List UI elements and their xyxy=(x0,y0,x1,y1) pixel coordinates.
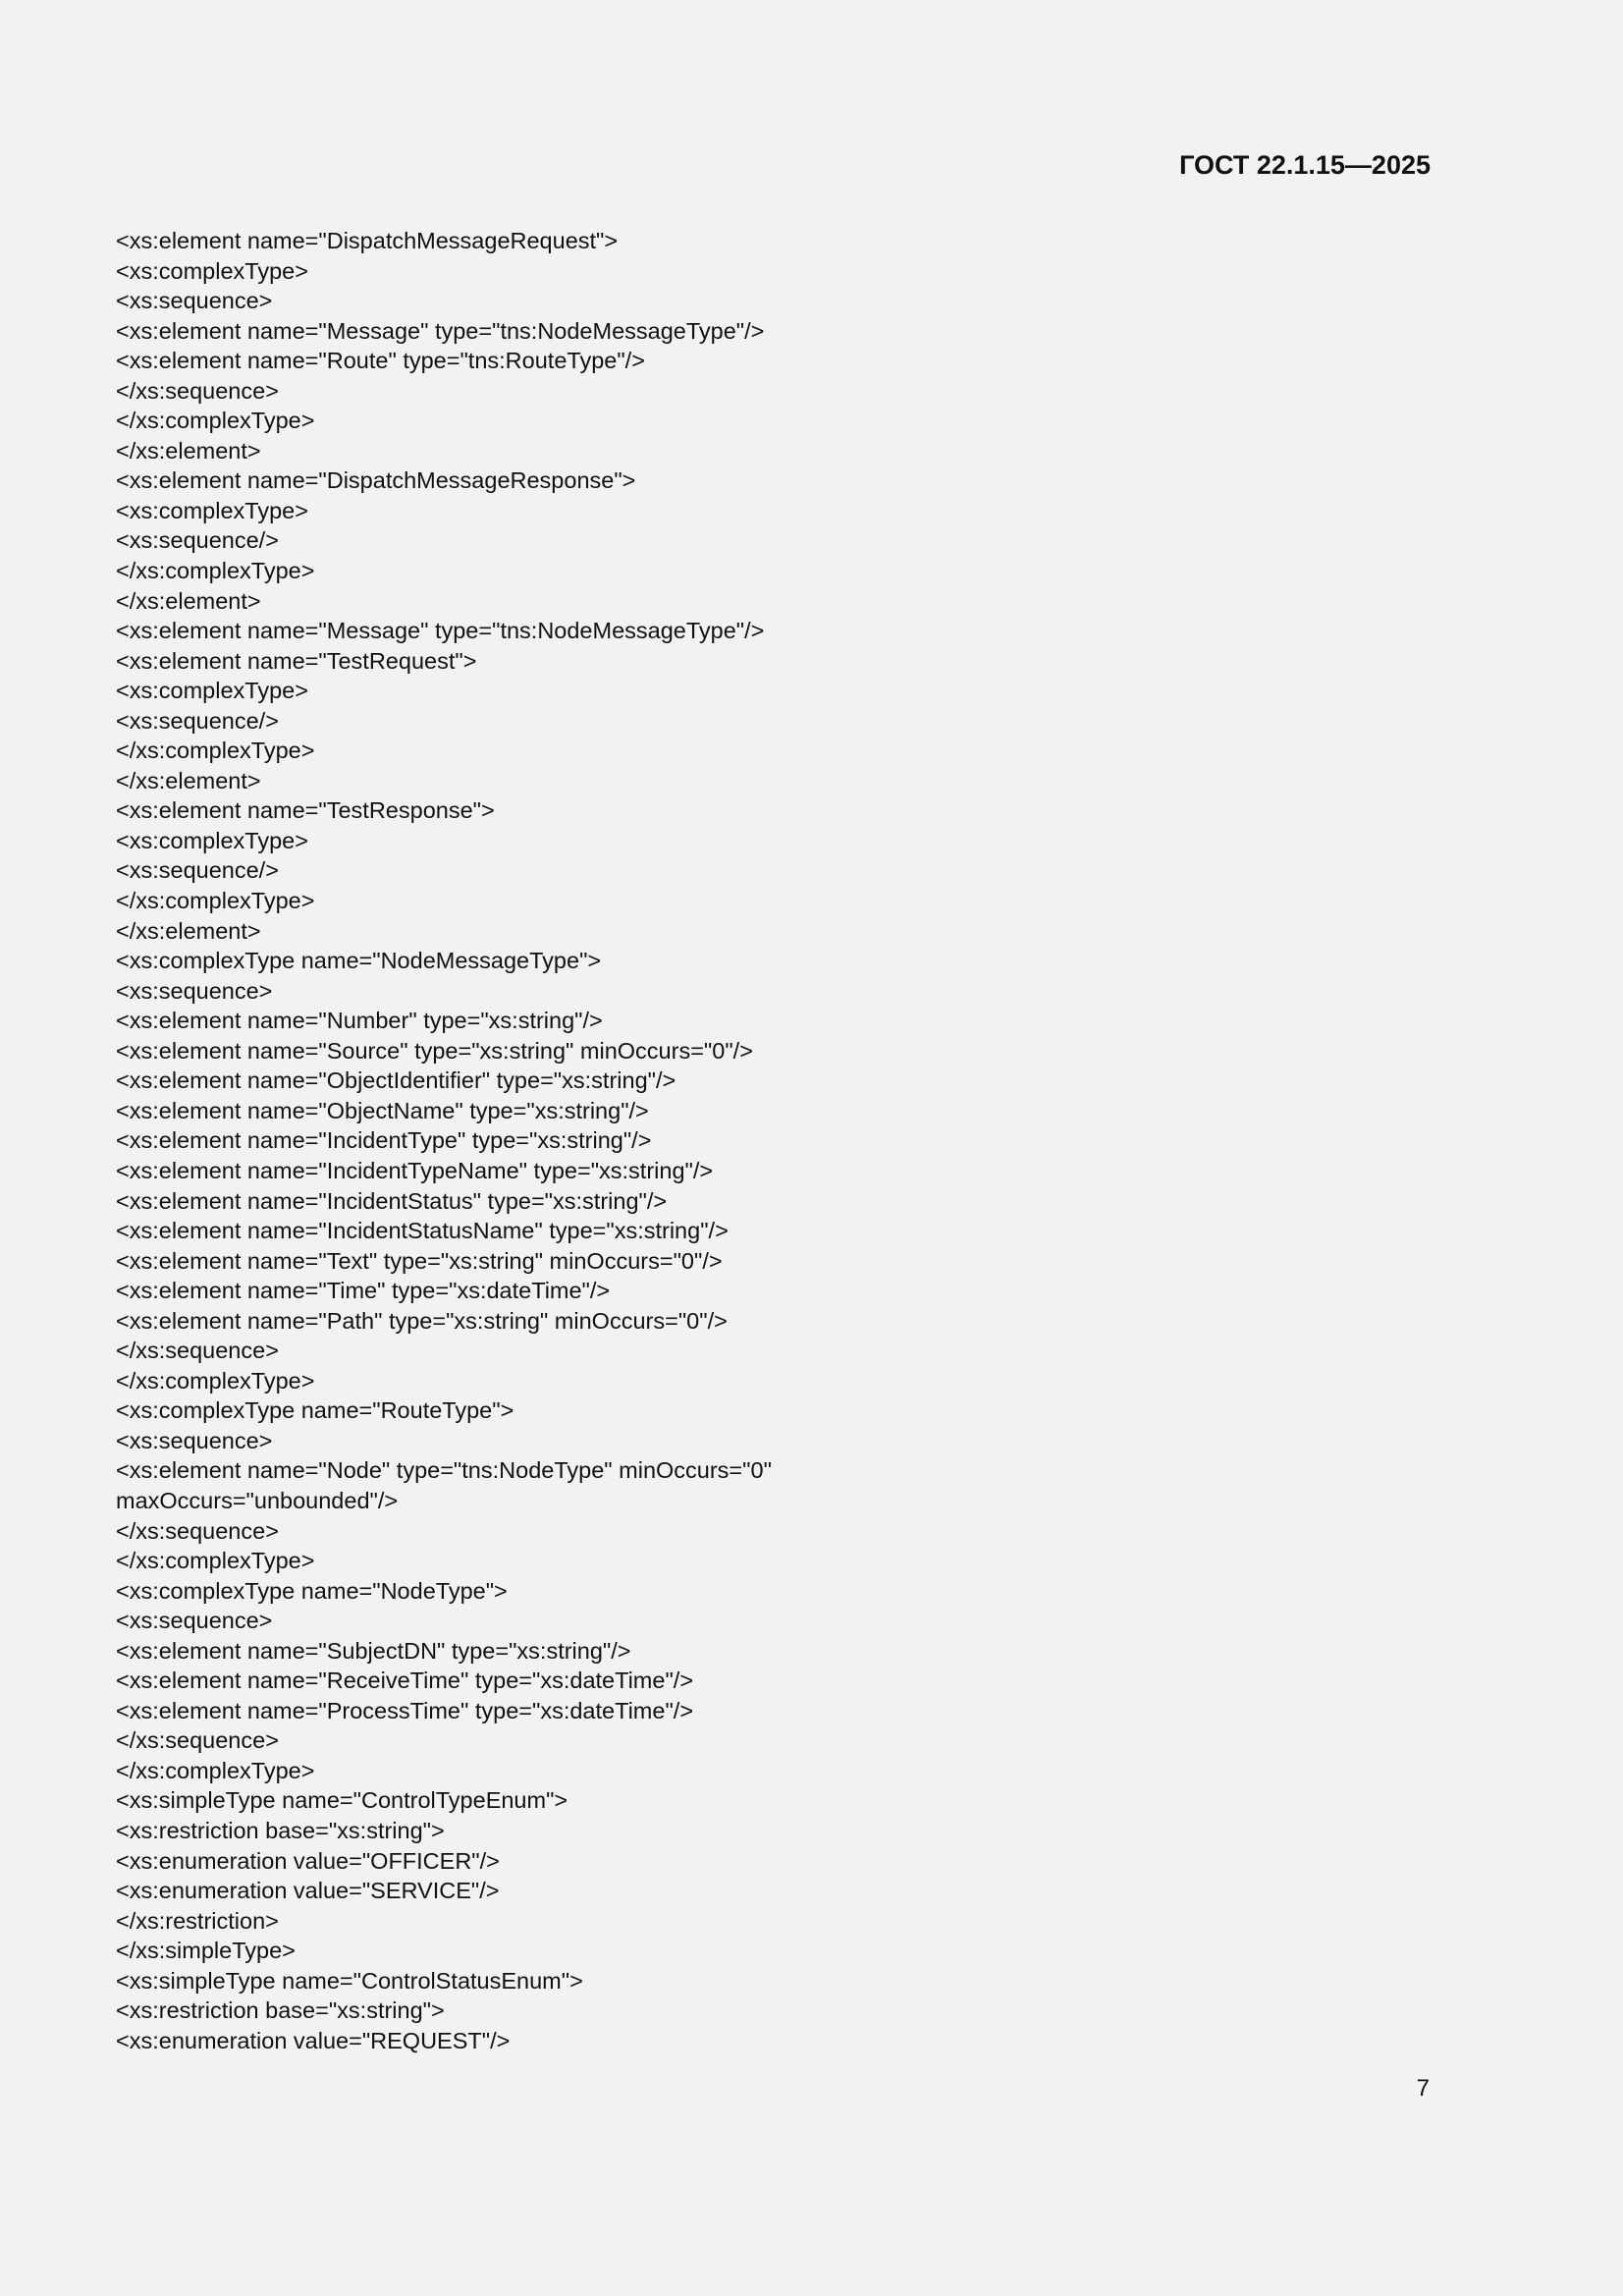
code-line: </xs:restriction> xyxy=(116,1907,279,1934)
code-line: <xs:element name="Message" type="tns:NodeMessageType"/> xyxy=(116,317,765,344)
code-line: <xs:enumeration value="REQUEST"/> xyxy=(116,2027,511,2053)
code-line: <xs:sequence> xyxy=(116,1608,273,1634)
code-line: <xs:complexType name="RouteType"> xyxy=(116,1397,514,1424)
code-line: <xs:element name="Path" type="xs:string" minOccurs="0"/> xyxy=(116,1307,728,1334)
code-line: <xs:sequence> xyxy=(116,977,273,1004)
code-line: <xs:enumeration value="SERVICE"/> xyxy=(116,1878,500,1904)
code-line: <xs:complexType> xyxy=(116,827,308,853)
code-line: <xs:element name="Message" type="tns:NodeMessageType"/> xyxy=(116,618,765,644)
code-line: </xs:element> xyxy=(116,587,261,614)
code-line: </xs:complexType> xyxy=(116,888,315,914)
code-line: <xs:element name="IncidentTypeName" type="xs:string"/> xyxy=(116,1157,714,1183)
code-line: <xs:element name="Route" type="tns:RouteType"/> xyxy=(116,348,645,374)
code-line: <xs:element name="TestRequest"> xyxy=(116,647,477,674)
code-line: <xs:element name="IncidentType" type="xs:string"/> xyxy=(116,1127,652,1154)
code-line: </xs:sequence> xyxy=(116,1727,279,1754)
code-line: <xs:complexType> xyxy=(116,257,308,284)
code-line: <xs:element name="DispatchMessageResponse"> xyxy=(116,467,636,494)
code-line: <xs:element name="DispatchMessageRequest"> xyxy=(116,228,619,253)
code-line: <xs:complexType> xyxy=(116,497,308,523)
code-line: </xs:complexType> xyxy=(116,738,315,764)
code-line: <xs:sequence/> xyxy=(116,707,279,734)
code-line: <xs:element name="Number" type="xs:string"/> xyxy=(116,1008,603,1034)
code-line: <xs:element name="Text" type="xs:string" minOccurs="0"/> xyxy=(116,1247,723,1274)
code-line: <xs:complexType name="NodeMessageType"> xyxy=(116,948,602,974)
code-line: <xs:element name="TestResponse"> xyxy=(116,797,495,824)
code-line: </xs:simpleType> xyxy=(116,1938,296,1964)
code-line: <xs:element name="ObjectName" type="xs:string"/> xyxy=(116,1097,649,1123)
code-line: <xs:restriction base="xs:string"> xyxy=(116,1817,445,1843)
code-line: <xs:complexType> xyxy=(116,678,308,704)
document-standard-id: ГОСТ 22.1.15—2025 xyxy=(1179,150,1431,180)
code-line: </xs:sequence> xyxy=(116,1338,279,1364)
code-line: <xs:sequence/> xyxy=(116,857,279,884)
code-line: </xs:complexType> xyxy=(116,1757,315,1783)
code-line: <xs:sequence/> xyxy=(116,527,279,554)
code-line: </xs:element> xyxy=(116,767,261,793)
code-line: <xs:element name="IncidentStatusName" type="xs:string"/> xyxy=(116,1218,729,1244)
code-line: </xs:element> xyxy=(116,917,261,944)
code-line: <xs:element name="SubjectDN" type="xs:string"/> xyxy=(116,1637,631,1664)
code-line: </xs:complexType> xyxy=(116,558,315,584)
code-line: <xs:element name="Time" type="xs:dateTime"/> xyxy=(116,1278,611,1304)
code-line: <xs:element name="IncidentStatus" type="xs:string"/> xyxy=(116,1187,668,1214)
code-line: <xs:simpleType name="ControlStatusEnum"> xyxy=(116,1967,583,1994)
code-line: <xs:enumeration value="OFFICER"/> xyxy=(116,1847,500,1874)
code-line: <xs:complexType name="NodeType"> xyxy=(116,1577,508,1604)
code-line: </xs:complexType> xyxy=(116,1367,315,1394)
code-line: <xs:sequence> xyxy=(116,288,273,314)
code-line: <xs:restriction base="xs:string"> xyxy=(116,1997,445,2024)
code-line: <xs:element name="Source" type="xs:string" minOccurs="0"/> xyxy=(116,1037,753,1064)
code-line: </xs:sequence> xyxy=(116,377,279,404)
code-line: </xs:complexType> xyxy=(116,1548,315,1574)
code-line: <xs:simpleType name="ControlTypeEnum"> xyxy=(116,1787,568,1814)
code-line: <xs:sequence> xyxy=(116,1427,273,1453)
code-line: </xs:sequence> xyxy=(116,1517,279,1544)
code-line: <xs:element name="ReceiveTime" type="xs:dateTime"/> xyxy=(116,1667,694,1694)
page-number: 7 xyxy=(1416,2075,1430,2102)
code-line: <xs:element name="ObjectIdentifier" type="xs:string"/> xyxy=(116,1067,676,1094)
code-line: maxOccurs="unbounded"/> xyxy=(116,1487,399,1513)
code-line: <xs:element name="ProcessTime" type="xs:dateTime"/> xyxy=(116,1697,694,1723)
code-line: <xs:element name="Node" type="tns:NodeType" minOccurs="0" xyxy=(116,1457,772,1484)
code-line: </xs:element> xyxy=(116,437,261,464)
xsd-code-listing xyxy=(116,226,1432,2055)
code-line: </xs:complexType> xyxy=(116,408,315,434)
